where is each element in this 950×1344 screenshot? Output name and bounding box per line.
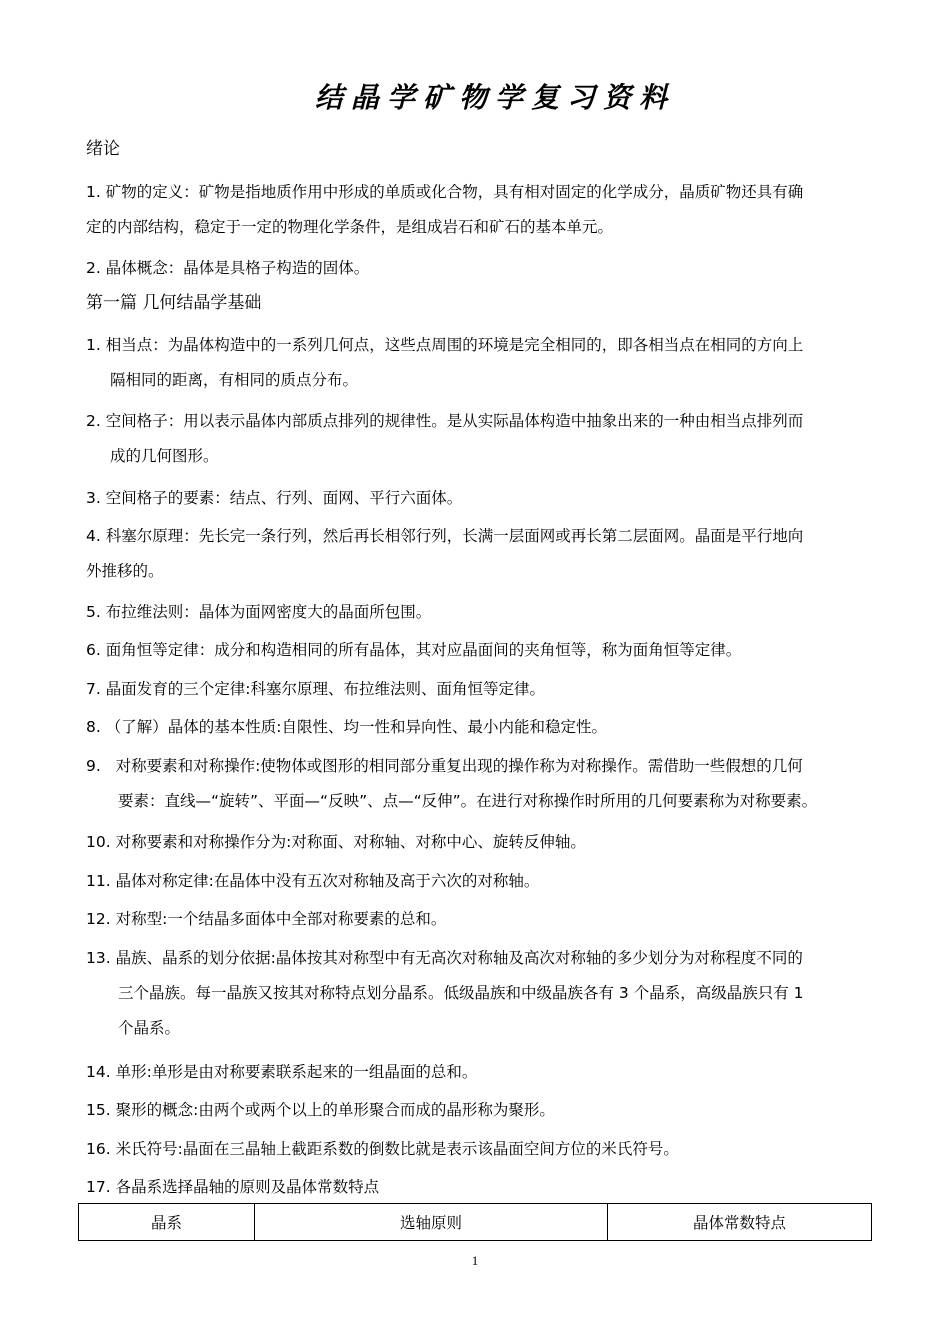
item-line: 空间格子的要素：结点、行列、面网、平行六面体。	[105, 489, 463, 507]
item-line: 各晶系选择晶轴的原则及晶体常数特点	[115, 1178, 380, 1196]
item-line: 单形:单形是由对称要素联系起来的一组晶面的总和。	[115, 1063, 478, 1081]
item-number: 8.	[86, 718, 101, 736]
item-number: 16.	[86, 1140, 111, 1158]
item-number: 12.	[86, 910, 111, 928]
item-number: 9.	[86, 757, 101, 775]
item-number: 5.	[86, 603, 101, 621]
item-line: （了解）晶体的基本性质:自限性、均一性和异向性、最小内能和稳定性。	[105, 718, 607, 736]
part1-item-1	[86, 328, 866, 398]
item-line: 三个晶族。每一晶族又按其对称特点划分晶系。低级晶族和中级晶族各有 3 个晶系，高级晶族只有 1	[118, 984, 804, 1002]
item-line: 聚形的概念:由两个或两个以上的单形聚合而成的晶形称为聚形。	[115, 1101, 555, 1119]
item-line: 科塞尔原理：先长完一条行列，然后再长相邻行列，长满一层面网或再长第二层面网。晶面是平行地向	[105, 527, 804, 545]
part1-item-11	[86, 864, 866, 899]
item-number: 10.	[86, 833, 111, 851]
page-number: 1	[471, 1253, 479, 1268]
item-line: 布拉维法则：晶体为面网密度大的晶面所包围。	[105, 603, 432, 621]
table-header-cell: 晶系	[79, 1204, 255, 1241]
item-number: 13.	[86, 949, 111, 967]
item-line: 晶体对称定律:在晶体中没有五次对称轴及高于六次的对称轴。	[115, 872, 540, 890]
part1-item-7	[86, 672, 866, 707]
item-number: 11.	[86, 872, 111, 890]
part1-item-16	[86, 1132, 866, 1167]
item-number: 17.	[86, 1178, 111, 1196]
part1-item-9	[86, 749, 866, 819]
section-heading-part1: 第一篇 几何结晶学基础	[86, 293, 262, 313]
intro-item-2	[86, 251, 866, 286]
item-number: 4.	[86, 527, 101, 545]
item-line: 隔相同的距离，有相同的质点分布。	[110, 371, 359, 389]
item-line: 外推移的。	[86, 562, 164, 580]
part1-item-10	[86, 825, 866, 860]
table-header-cell: 晶体常数特点	[608, 1204, 872, 1241]
item-number: 14.	[86, 1063, 111, 1081]
item-number: 2.	[86, 412, 101, 430]
part1-item-6	[86, 633, 866, 668]
item-line: 成的几何图形。	[110, 447, 219, 465]
item-number: 7.	[86, 680, 101, 698]
part1-item-3	[86, 481, 866, 516]
intro-item-1	[86, 175, 866, 245]
part1-item-4	[86, 519, 866, 589]
part1-item-13	[86, 941, 866, 1046]
part1-item-14	[86, 1055, 866, 1090]
part1-item-15	[86, 1093, 866, 1128]
item-line: 对称要素和对称操作分为:对称面、对称轴、对称中心、旋转反伸轴。	[115, 833, 586, 851]
item-number: 6.	[86, 641, 101, 659]
table-header-cell: 选轴原则	[255, 1204, 608, 1241]
part1-item-5	[86, 595, 866, 630]
section-heading-intro: 绪论	[86, 139, 120, 159]
item-number: 2.	[86, 259, 101, 277]
part1-item-12	[86, 902, 866, 937]
item-line: 相当点：为晶体构造中的一系列几何点，这些点周围的环境是完全相同的，即各相当点在相同的方向上	[105, 336, 804, 354]
part1-item-8	[86, 710, 866, 745]
item-number: 1.	[86, 336, 101, 354]
item-line: 空间格子：用以表示晶体内部质点排列的规律性。是从实际晶体构造中抽象出来的一种由相当点排列而	[105, 412, 804, 430]
part1-item-2	[86, 404, 866, 474]
item-line: 晶体概念：晶体是具格子构造的固体。	[105, 259, 370, 277]
item-line: 矿物的定义：矿物是指地质作用中形成的单质或化合物，具有相对固定的化学成分，晶质矿物还具有确	[105, 183, 804, 201]
part1-item-17	[86, 1170, 866, 1205]
item-number: 1.	[86, 183, 101, 201]
document-title: 结晶学矿物学复习资料	[314, 81, 675, 114]
item-number: 3.	[86, 489, 101, 507]
item-line: 米氏符号:晶面在三晶轴上截距系数的倒数比就是表示该晶面空间方位的米氏符号。	[115, 1140, 679, 1158]
item-line: 晶族、晶系的划分依据:晶体按其对称型中有无高次对称轴及高次对称轴的多少划分为对称程度不同的	[115, 949, 803, 967]
crystal-system-table	[78, 1203, 872, 1241]
item-line: 晶面发育的三个定律:科塞尔原理、布拉维法则、面角恒等定律。	[105, 680, 545, 698]
item-line: 要素：直线—“旋转”、平面—“反映”、点—“反伸”。在进行对称操作时所用的几何要素称为对称要素。	[118, 792, 818, 810]
item-line: 个晶系。	[118, 1019, 181, 1037]
table-header-row	[79, 1204, 872, 1241]
item-line: 定的内部结构，稳定于一定的物理化学条件，是组成岩石和矿石的基本单元。	[86, 218, 614, 236]
item-number: 15.	[86, 1101, 111, 1119]
item-line: 对称型:一个结晶多面体中全部对称要素的总和。	[115, 910, 447, 928]
item-line: 面角恒等定律：成分和构造相同的所有晶体，其对应晶面间的夹角恒等，称为面角恒等定律。	[105, 641, 742, 659]
item-line: 对称要素和对称操作:使物体或图形的相同部分重复出现的操作称为对称操作。需借助一些假想的几何	[115, 757, 803, 775]
